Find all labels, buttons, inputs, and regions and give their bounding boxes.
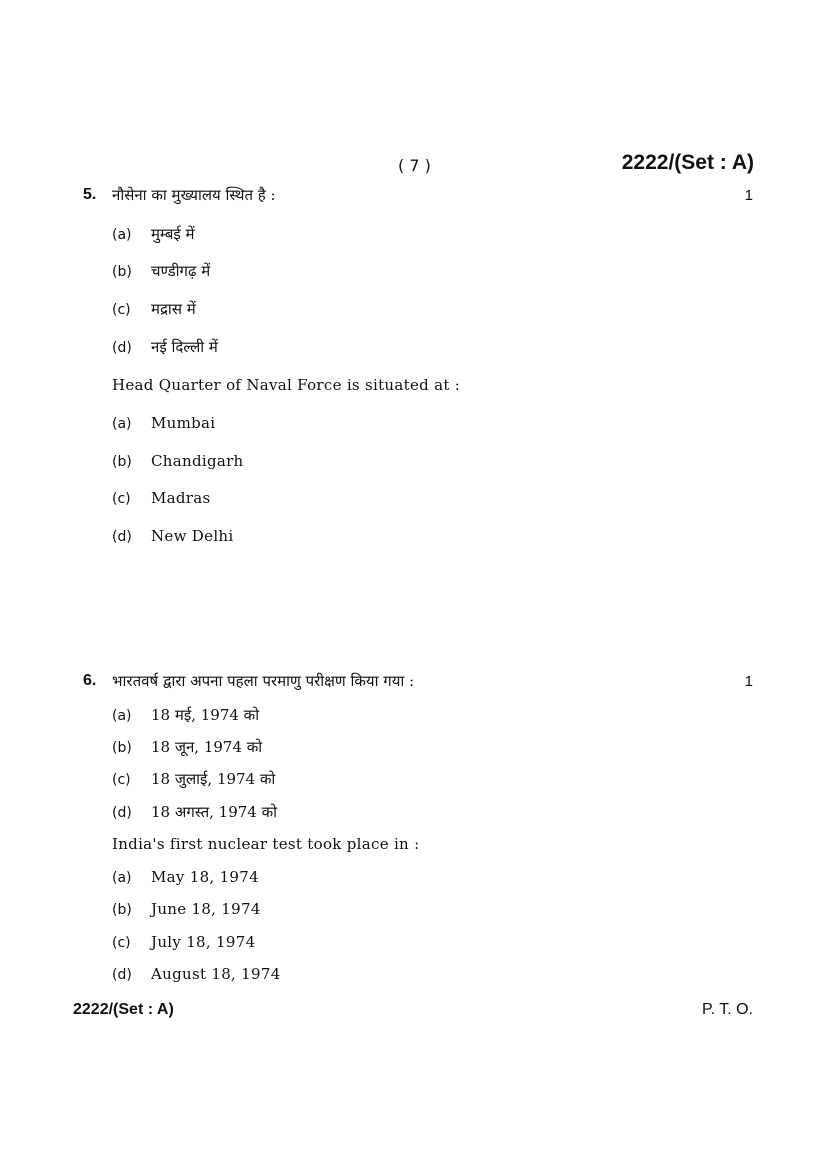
question-text-english: Head Quarter of Naval Force is situated at : — [112, 376, 461, 394]
option-text-hindi: चण्डीगढ़ में — [151, 262, 211, 280]
option-letter: (d) — [112, 529, 132, 545]
option-text-english: May 18, 1974 — [151, 868, 259, 886]
question-text-hindi: भारतवर्ष द्वारा अपना पहला परमाणु परीक्षण किया गया : — [112, 672, 415, 690]
question-marks: 1 — [744, 187, 753, 204]
option-letter: (a) — [112, 416, 132, 432]
option-text-english: New Delhi — [151, 527, 234, 545]
question-number: 6. — [83, 672, 97, 689]
please-turn-over: P. T. O. — [702, 1001, 753, 1018]
option-letter: (b) — [112, 740, 132, 756]
page-number: ( 7 ) — [398, 156, 431, 175]
option-letter: (a) — [112, 870, 132, 886]
option-text-hindi: 18 जुलाई, 1974 को — [151, 770, 276, 788]
option-letter: (d) — [112, 340, 132, 356]
question-text-hindi: नौसेना का मुख्यालय स्थित है : — [112, 186, 276, 204]
option-letter: (d) — [112, 967, 132, 983]
option-letter: (c) — [112, 302, 131, 318]
option-letter: (b) — [112, 902, 132, 918]
option-letter: (b) — [112, 454, 132, 470]
option-text-hindi: 18 जून, 1974 को — [151, 738, 263, 756]
paper-code-footer: 2222/(Set : A) — [73, 1001, 174, 1018]
option-letter: (c) — [112, 772, 131, 788]
option-text-hindi: नई दिल्ली में — [151, 338, 218, 356]
option-text-english: August 18, 1974 — [151, 965, 281, 983]
option-text-english: Chandigarh — [151, 452, 244, 470]
option-letter: (a) — [112, 227, 132, 243]
option-text-hindi: मुम्बई में — [151, 225, 195, 243]
option-letter: (d) — [112, 805, 132, 821]
option-text-english: June 18, 1974 — [151, 900, 261, 918]
option-letter: (a) — [112, 708, 132, 724]
paper-code-header: 2222/(Set : A) — [621, 151, 754, 174]
option-text-english: July 18, 1974 — [151, 933, 256, 951]
question-number: 5. — [83, 186, 97, 203]
option-text-english: Madras — [151, 489, 211, 507]
question-text-english: India's first nuclear test took place in : — [112, 835, 420, 853]
question-marks: 1 — [744, 673, 753, 690]
option-letter: (c) — [112, 491, 131, 507]
option-text-english: Mumbai — [151, 414, 216, 432]
option-letter: (c) — [112, 935, 131, 951]
option-letter: (b) — [112, 264, 132, 280]
option-text-hindi: 18 मई, 1974 को — [151, 706, 260, 724]
option-text-hindi: 18 अगस्त, 1974 को — [151, 803, 278, 821]
option-text-hindi: मद्रास में — [151, 300, 196, 318]
